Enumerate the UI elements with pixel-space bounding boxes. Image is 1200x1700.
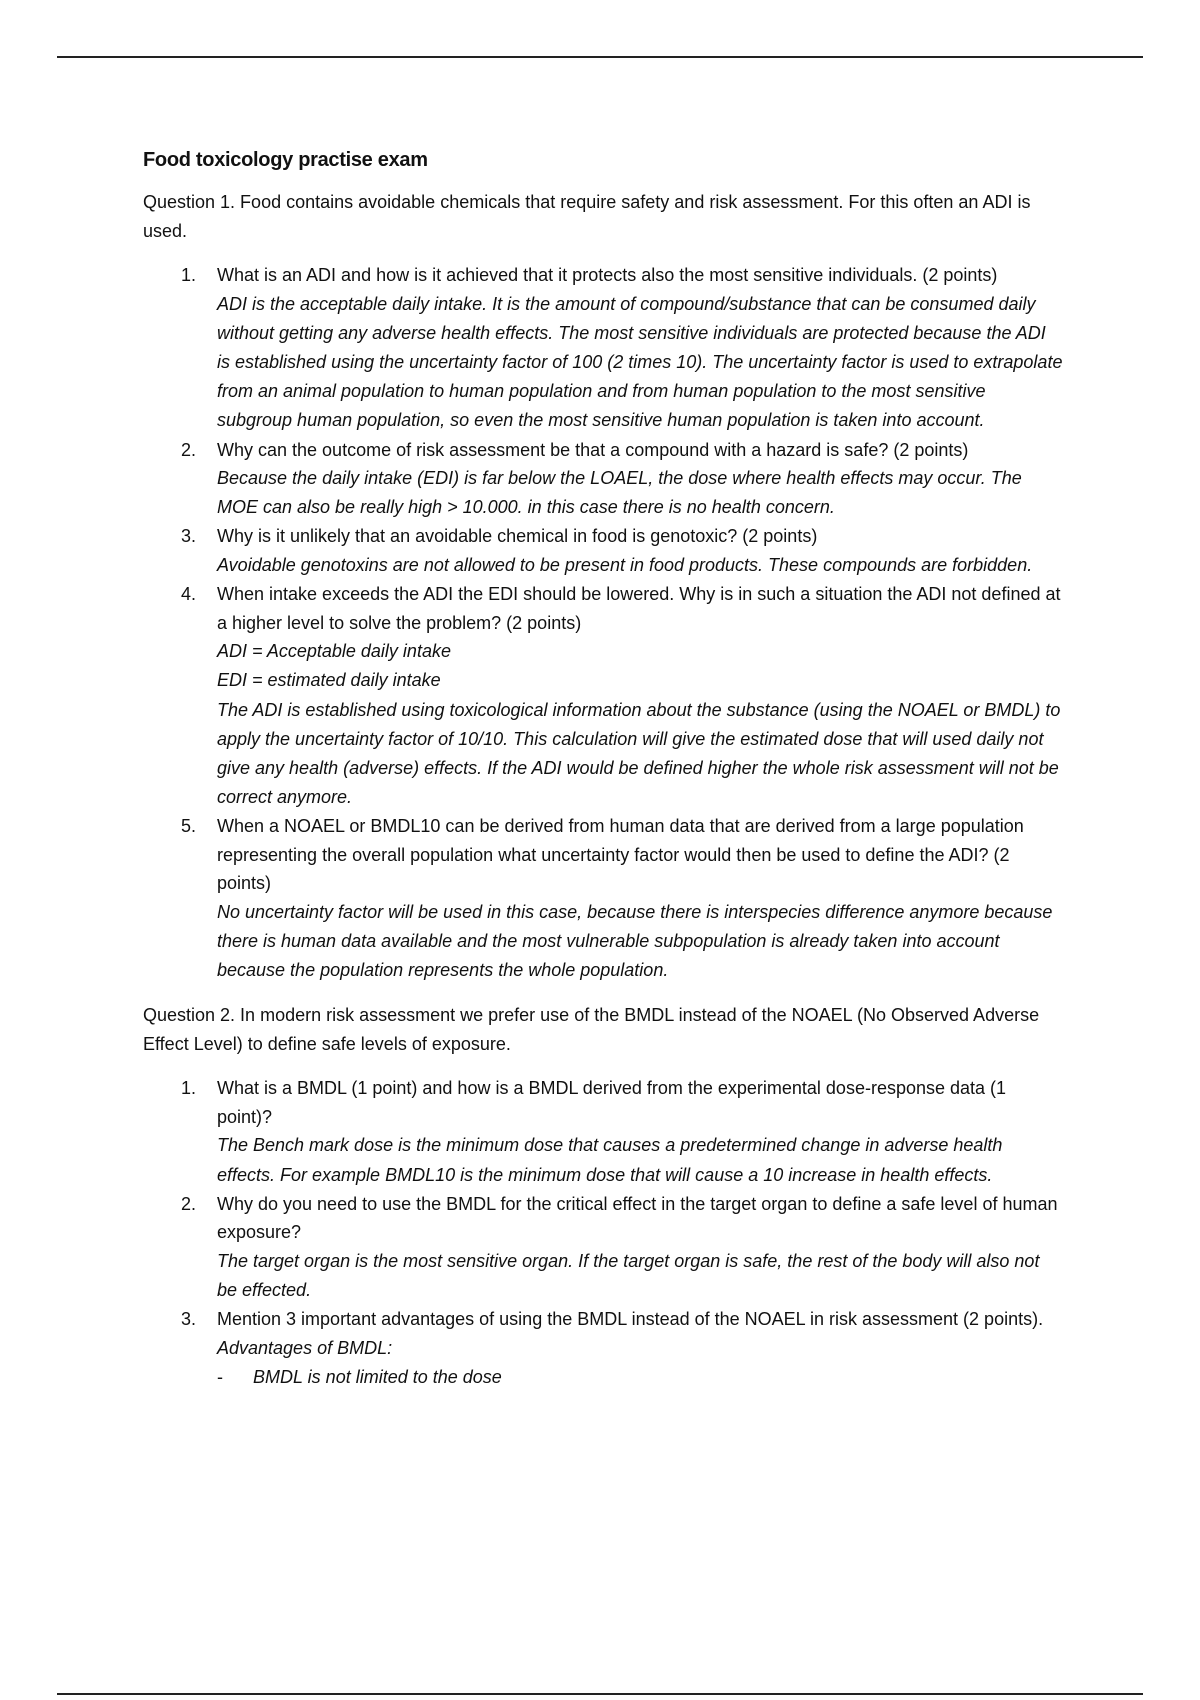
answer-text: Because the daily intake (EDI) is far below the LOAEL, the dose where health effects may occur. The MOE can also be really high > 10.000. in this case there is no health concern. <box>217 468 1022 518</box>
question-text: Why is it unlikely that an avoidable chemical in food is genotoxic? (2 points) <box>217 526 818 547</box>
answer-text: No uncertainty factor will be used in this case, because there is interspecies difference anymore because there is human data available and the most vulnerable subpopulation is already taken into account because the population represents the whole population. <box>217 901 1053 981</box>
question-1-list <box>143 261 1063 985</box>
question-text: When intake exceeds the ADI the EDI should be lowered. Why is in such a situation the ADI not defined at a higher level to solve the problem? (2 points) <box>217 584 1061 633</box>
question-text: When a NOAEL or BMDL10 can be derived from human data that are derived from a large population representing the overall population what uncertainty factor would then be used to define the ADI? (2 points) <box>217 816 1024 894</box>
list-item <box>143 1074 1063 1189</box>
question-text: Why do you need to use the BMDL for the critical effect in the target organ to define a safe level of human exposure? <box>217 1193 1058 1243</box>
item-number: 4. <box>181 584 197 605</box>
item-number: 2. <box>181 1193 197 1214</box>
list-item <box>143 261 1063 436</box>
document-title: Food toxicology practise exam <box>143 149 428 171</box>
list-item <box>143 1190 1063 1305</box>
top-rule <box>57 56 1143 58</box>
item-number: 1. <box>181 265 197 285</box>
item-number: 5. <box>181 816 197 837</box>
answer-text: EDI = estimated daily intake <box>217 670 441 691</box>
list-item <box>143 1305 1063 1392</box>
answer-text: ADI is the acceptable daily intake. It is the amount of compound/substance that can be consumed daily without getting any adverse health effects. The most sensitive individuals are protected because the ADI is established using the uncertainty factor of 100 (2 times 10). The uncertainty factor is used to extrapolate from an animal population to human population and from human population to the most sensitive subgroup human population, so even the most sensitive human population is taken into account. <box>217 293 1063 431</box>
bottom-rule <box>57 1693 1143 1695</box>
answer-text: The Bench mark dose is the minimum dose that causes a predetermined change in adverse health effects. For example BMDL10 is the minimum dose that will cause a 10 increase in health effects. <box>217 1135 1003 1185</box>
question-text: Why can the outcome of risk assessment be that a compound with a hazard is safe? (2 points) <box>217 439 969 460</box>
list-item <box>143 580 1063 812</box>
item-number: 2. <box>181 439 197 460</box>
question-text: What is a BMDL (1 point) and how is a BMDL derived from the experimental dose-response data (1 point)? <box>217 1078 1007 1127</box>
bullet-text: BMDL is not limited to the dose <box>253 1366 502 1387</box>
list-item <box>143 436 1063 523</box>
answer-text: The target organ is the most sensitive organ. If the target organ is safe, the rest of the body will also not be effected. <box>217 1250 1040 1301</box>
document-page <box>143 146 1063 1408</box>
bullet-dash: - <box>217 1366 223 1387</box>
item-number: 1. <box>181 1078 197 1099</box>
question-2-list <box>143 1074 1063 1392</box>
answer-text: Advantages of BMDL: <box>217 1337 393 1358</box>
question-text: What is an ADI and how is it achieved that it protects also the most sensitive individuals. (2 points) <box>217 265 998 285</box>
question-1-intro: Question 1. Food contains avoidable chemicals that require safety and risk assessment. For this often an ADI is used. <box>143 192 1031 241</box>
answer-text: ADI = Acceptable daily intake <box>217 641 451 662</box>
answer-text: The ADI is established using toxicological information about the substance (using the NOAEL or BMDL) to apply the uncertainty factor of 10/10. This calculation will give the estimated dose that will used daily not give any health (adverse) effects. If the ADI would be defined higher the whole risk assessment will not be correct anymore. <box>217 699 1061 808</box>
list-item <box>143 522 1063 580</box>
item-number: 3. <box>181 1309 197 1330</box>
list-item <box>143 812 1063 985</box>
answer-text: Avoidable genotoxins are not allowed to be present in food products. These compounds are forbidden. <box>217 554 1033 575</box>
answer-bullet <box>217 1363 1063 1392</box>
question-text: Mention 3 important advantages of using the BMDL instead of the NOAEL in risk assessment (2 points). <box>217 1309 1044 1330</box>
question-2-intro: Question 2. In modern risk assessment we prefer use of the BMDL instead of the NOAEL (No Observed Adverse Effect Level) to define safe levels of exposure. <box>143 1005 1040 1054</box>
item-number: 3. <box>181 526 197 547</box>
